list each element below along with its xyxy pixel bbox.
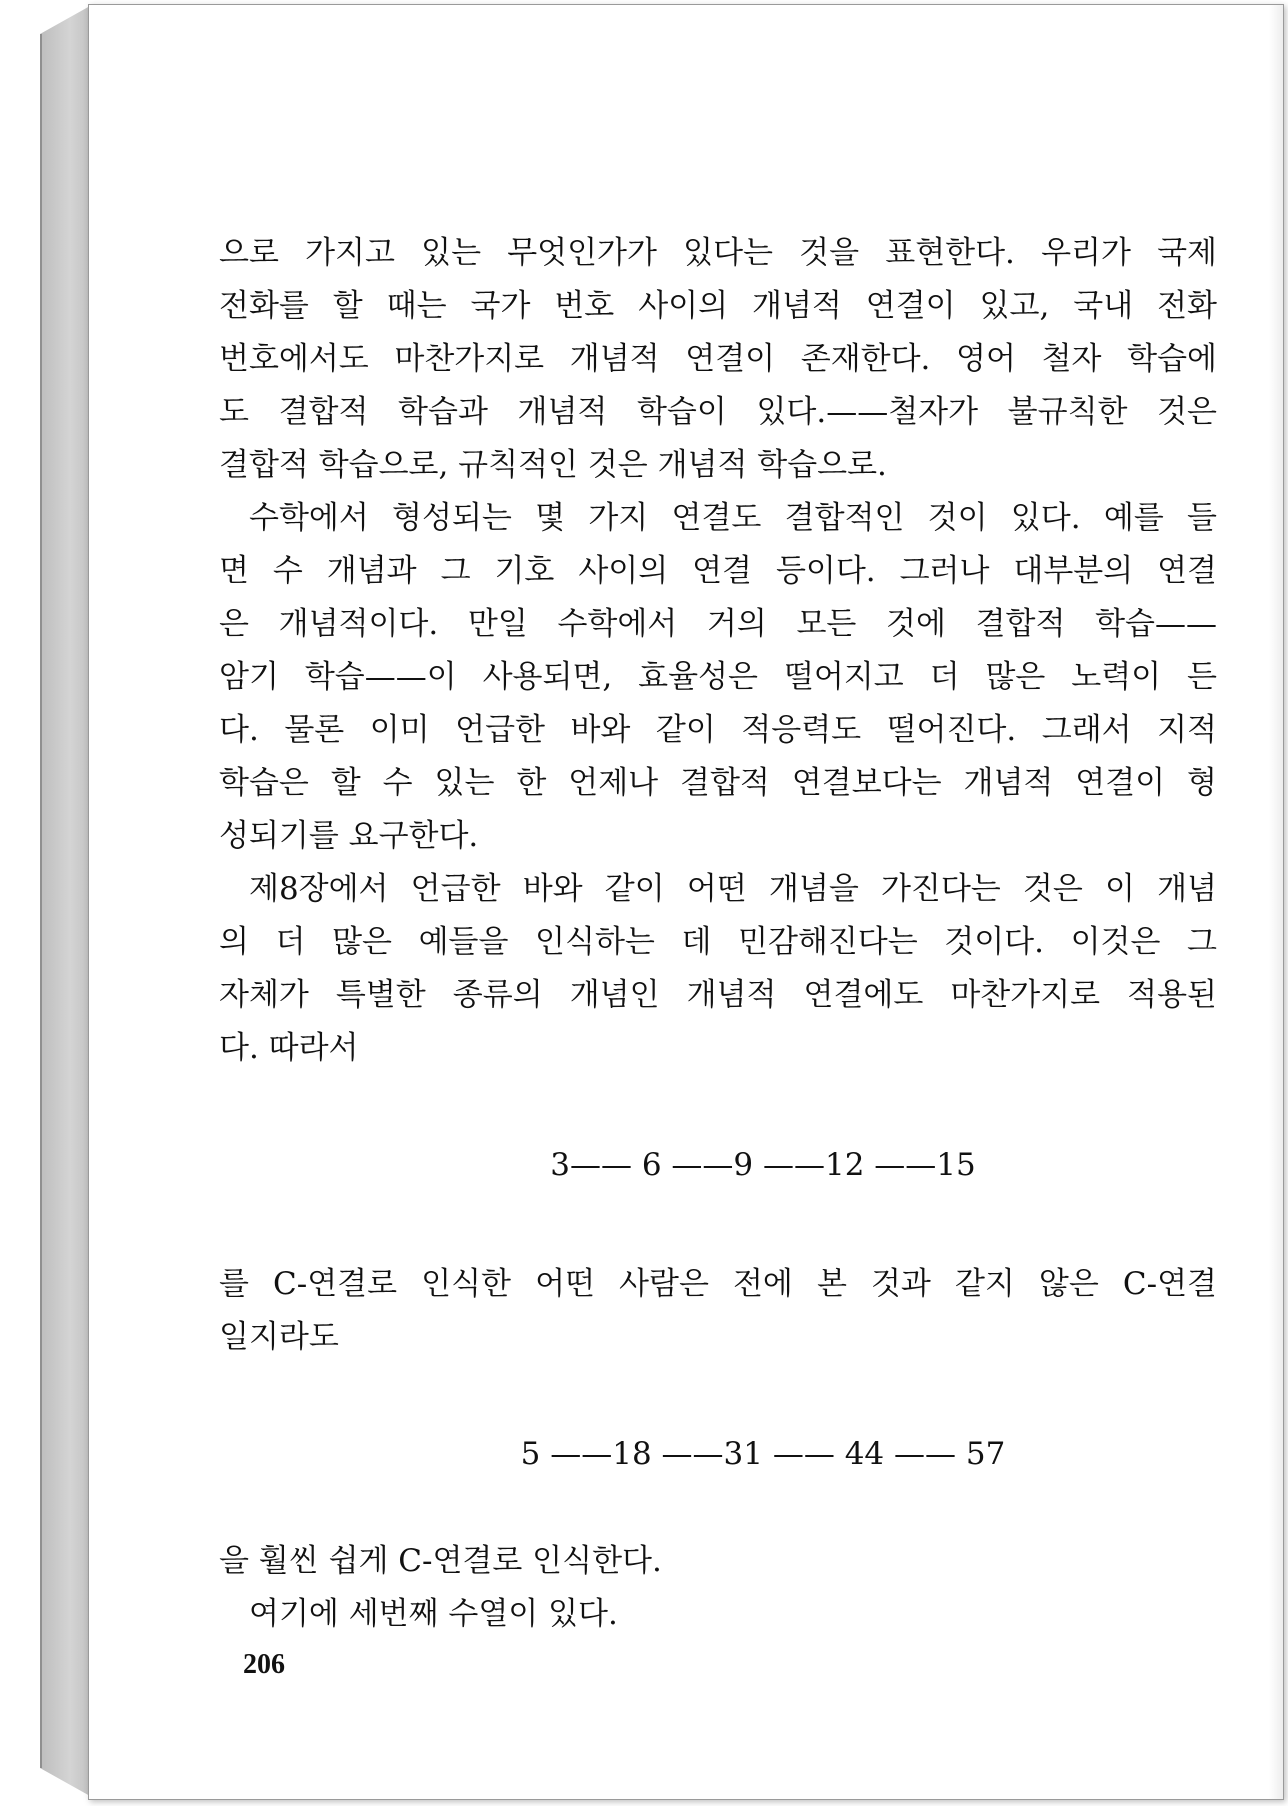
text-line: 성되기를 요구한다. (219, 818, 479, 854)
paragraph-1 (219, 227, 1217, 492)
text-line: 을 훨씬 쉽게 C-연결로 인식한다. (219, 1543, 662, 1579)
text-line: 다. 따라서 (219, 1030, 359, 1066)
text-line: 여기에 세번째 수열이 있다. (249, 1596, 618, 1632)
text-line: 의 더 많은 예들을 인식하는 데 민감해진다는 것이다. 이것은 그 (219, 924, 1217, 960)
text-line: 제8장에서 언급한 바와 같이 어떤 개념을 가진다는 것은 이 개념 (249, 871, 1217, 907)
text-line: 다. 물론 이미 언급한 바와 같이 적응력도 떨어진다. 그래서 지적 (219, 712, 1217, 748)
page-number: 206 (243, 1649, 285, 1680)
paragraph-5 (219, 1535, 1217, 1641)
paragraph-4 (219, 1258, 1217, 1364)
text-line: 일지라도 (219, 1319, 339, 1355)
number-sequence-1: 3—— 6 ——9 ——12 ——15 (550, 1147, 976, 1183)
text-line: 번호에서도 마찬가지로 개념적 연결이 존재한다. 영어 철자 학습에 (219, 341, 1217, 377)
book-spine-edge (40, 34, 42, 1768)
text-line: 수학에서 형성되는 몇 가지 연결도 결합적인 것이 있다. 예를 들 (249, 500, 1217, 536)
text-line: 를 C-연결로 인식한 어떤 사람은 전에 본 것과 같지 않은 C-연결 (219, 1266, 1217, 1302)
text-line: 면 수 개념과 그 기호 사이의 연결 등이다. 그러나 대부분의 연결 (219, 553, 1217, 589)
book-spine (40, 6, 90, 1796)
text-line: 결합적 학습으로, 규칙적인 것은 개념적 학습으로. (219, 447, 887, 483)
text-line: 으로 가지고 있는 무엇인가가 있다는 것을 표현한다. 우리가 국제 (219, 235, 1217, 271)
paragraph-3 (219, 863, 1217, 1075)
text-line: 암기 학습——이 사용되면, 효율성은 떨어지고 더 많은 노력이 든 (219, 659, 1217, 695)
text-line: 자체가 특별한 종류의 개념인 개념적 연결에도 마찬가지로 적용된 (219, 977, 1217, 1013)
number-sequence-2: 5 ——18 ——31 —— 44 —— 57 (520, 1436, 1006, 1472)
text-line: 도 결합적 학습과 개념적 학습이 있다.——철자가 불규칙한 것은 (219, 394, 1217, 430)
page-body-text (219, 227, 1217, 1641)
book-page (88, 4, 1284, 1800)
text-line: 학습은 할 수 있는 한 언제나 결합적 연결보다는 개념적 연결이 형 (219, 765, 1217, 801)
paragraph-2 (219, 492, 1217, 863)
text-line: 은 개념적이다. 만일 수학에서 거의 모든 것에 결합적 학습—— (219, 606, 1217, 642)
text-line: 전화를 할 때는 국가 번호 사이의 개념적 연결이 있고, 국내 전화 (219, 288, 1217, 324)
